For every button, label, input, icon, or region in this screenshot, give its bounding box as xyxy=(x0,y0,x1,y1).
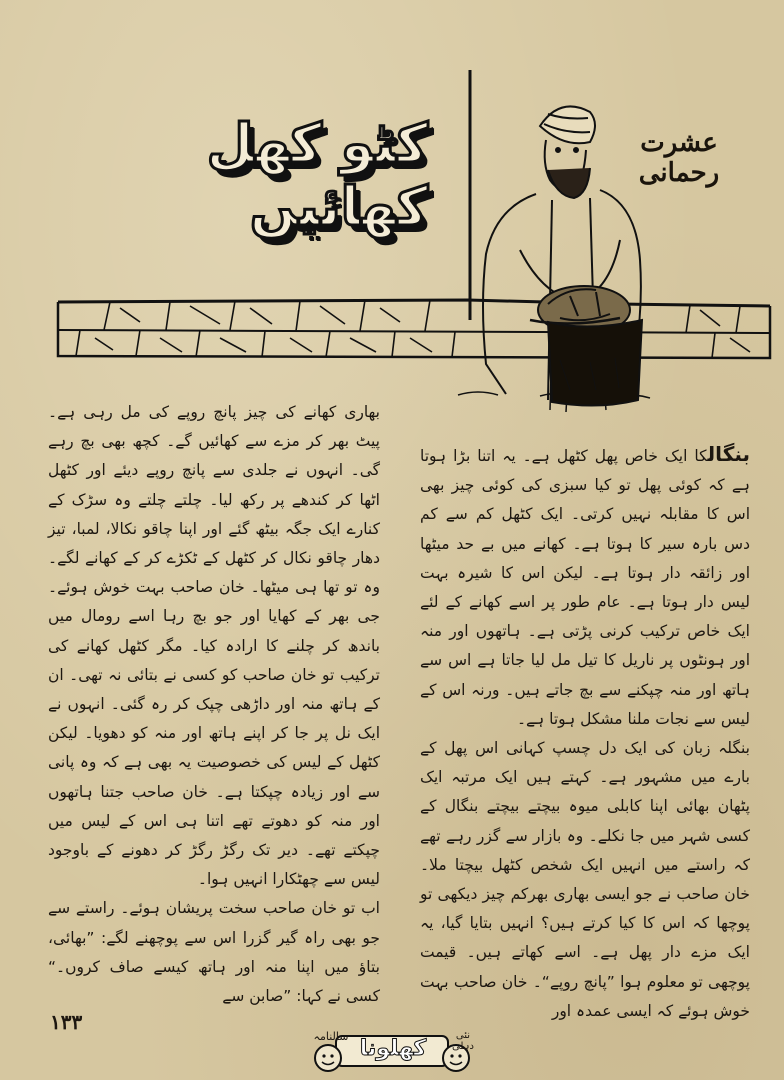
story-title: کٹو کھل کھائیں xyxy=(206,112,428,238)
paragraph-text: کا ایک خاص پھل کٹھل ہے۔ یہ اتنا بڑا ہوتا ہے کہ کوئی پھل تو کیا سبزی کی کوئی چیز بھی اس کا مقابلہ نہیں کرتی۔ ایک کٹھل کم سے کم دس بارہ سیر کا ہوتا ہے۔ کھانے میں بے حد میٹھا اور زائقہ دار ہوتا ہے۔ لیکن اس کا شیرہ بہت لیس دار ہوتا ہے۔ عام طور پر اسے کھانے کے لئے ایک خاص ترکیب کرنی پڑتی ہے۔ ہاتھوں اور منہ اور ہونٹوں پر ناریل کا تیل مل لیا جاتا ہے اس سے ہاتھ اور منہ چپکنے سے بچ جاتے ہیں۔ ورنہ اس کے لیس سے نجات ملنا مشکل ہوتا ہے۔ xyxy=(420,447,750,728)
author-name: عشرت رحمانی xyxy=(638,128,720,188)
text-column-left xyxy=(48,398,380,1006)
paragraph xyxy=(420,440,750,734)
text-column-right xyxy=(420,440,750,1020)
paragraph: بھاری کھانے کی چیز پانچ روپے کی مل رہی ہے۔ پیٹ بھر کر مزے سے کھائیں گے۔ کچھ بھی بچ رہے گی۔ انہوں نے جلدی سے پانچ روپے دیئے اور کٹھل اٹھا کر کندھے پر رکھ لیا۔ چلتے چلتے وہ سڑک کے کنارے ایک جگہ بیٹھ گئے اور اپنا چاقو نکالا، لمبا، تیز دھار چاقو نکال کر کٹھل کے ٹکڑے کر کے کھانے لگے۔ وہ تو تھا ہی میٹھا۔ خان صاحب بہت خوش ہوئے۔ جی بھر کے کھایا اور جو بچ رہا اسے رومال میں باندھ کر چلنے کا ارادہ کیا۔ مگر کٹھل کھانے کی ترکیب تو خان صاحب کو کسی نے بتائی نہ تھی۔ ان کے ہاتھ منہ اور داڑھی چپک کر رہ گئی۔ انہوں نے ایک نل پر جا کر اپنے ہاتھ اور منہ کو دھویا۔ لیکن کٹھل کے لیس کی خصوصیت یہ بھی ہے کہ وہ پانی سے اور زیادہ چپکتا ہے۔ خان صاحب جتنا ہاتھوں اور منہ کو دھوتے تھے اتنا ہی اس کے لیس میں چپکتے تھے۔ دیر تک رگڑ رگڑ کر دھونے کے باوجود لیس سے چھٹکارا انہیں ہوا۔ xyxy=(48,403,380,889)
annual-label: سالنامہ xyxy=(313,1030,349,1043)
paragraph: اب تو خان صاحب سخت پریشان ہوئے۔ راستے سے جو بھی راہ گیر گزرا اس سے پوچھنے لگے: ”بھائی، بتاؤ میں اپنا منہ اور ہاتھ کیسے صاف کروں۔“ کسی نے کہا: ”صابن سے xyxy=(48,899,380,1006)
paragraph: بنگلہ زبان کی ایک دل چسپ کہانی اس پھل کے بارے میں مشہور ہے۔ کہتے ہیں ایک مرتبہ ایک پٹھان بھائی اپنا کابلی میوہ بیچتے بیچتے بنگال کے کسی شہر میں جا نکلے۔ وہ بازار سے گزر رہے تھے کہ راستے میں انہیں ایک شخص کٹھل بیچتا ملا۔ خان صاحب نے جو ایسی بھاری بھرکم چیز دیکھی تو پوچھا کہ اس کا کیا کرتے ہیں؟ انہیں بتایا گیا، یہ ایک مزے دار پھل ہے۔ اسے کھاتے ہیں۔ قیمت پوچھی تو معلوم ہوا ”پانچ روپے“۔ خان صاحب بہت خوش ہوئے کہ ایسی عمدہ اور xyxy=(420,739,750,1020)
city-label: نئی دہلی xyxy=(452,1030,474,1052)
lead-word: بنگال xyxy=(707,442,750,466)
magazine-name: کھلونا xyxy=(359,1036,427,1061)
page-number: ۱۳۳ xyxy=(50,1010,83,1034)
